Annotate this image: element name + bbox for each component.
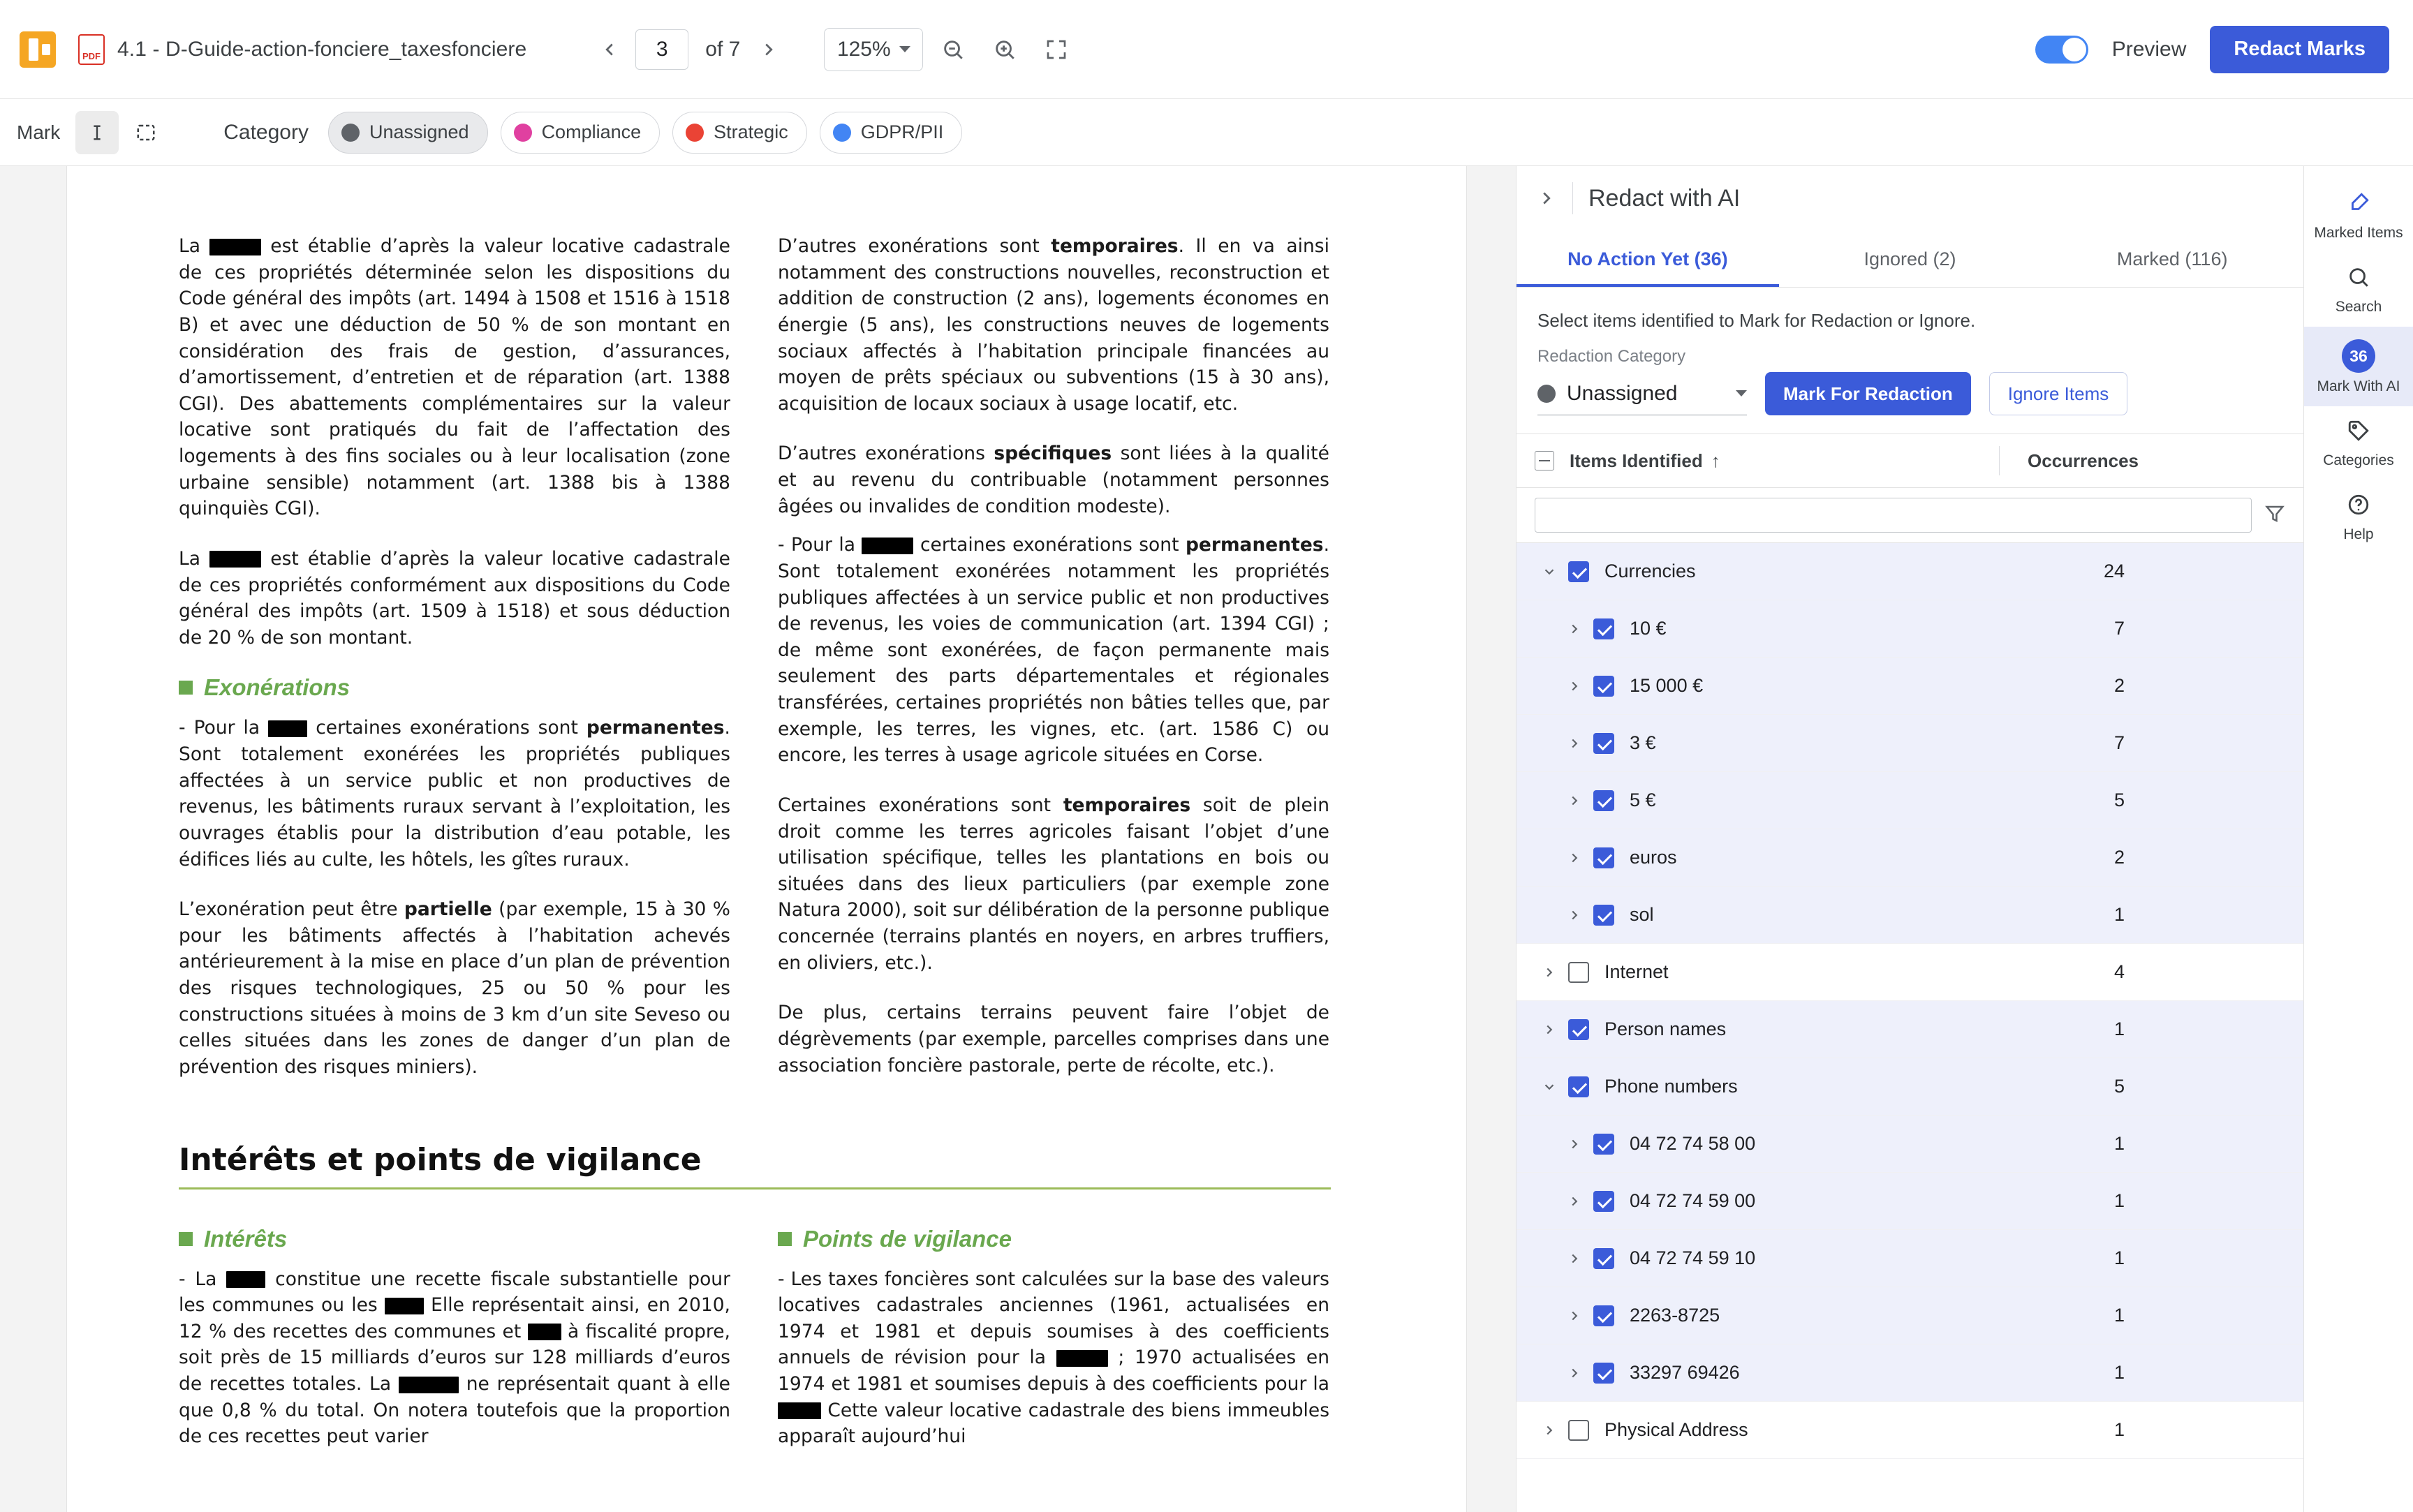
previous-page-button[interactable]: [593, 34, 626, 66]
text-run: Cette valeur locative cadastrale des biens immeubles apparaît aujourd’hui: [778, 1399, 1329, 1448]
rail-item-label: Help: [2343, 526, 2374, 542]
item-occurrences: 1: [2113, 1419, 2125, 1440]
item-label: Person names: [1604, 1018, 1727, 1039]
text-run: certaines exonérations sont: [316, 717, 578, 739]
chevron-right-icon[interactable]: [1536, 188, 1557, 209]
redaction-category-label: Redaction Category: [1537, 347, 1686, 366]
rail-item-marked-items[interactable]: [2304, 179, 2413, 253]
paragraph: [778, 792, 1329, 976]
rail-item-search[interactable]: [2304, 253, 2413, 327]
chevron-right-icon[interactable]: [1560, 793, 1589, 808]
chevron-right-icon[interactable]: [1560, 1365, 1589, 1381]
panel-hint-text: Select items identified to Mark for Redaction or Ignore.: [1537, 310, 1976, 331]
redaction-box[interactable]: [209, 551, 261, 568]
redaction-category-select[interactable]: [1537, 372, 1747, 415]
redaction-box[interactable]: [778, 1402, 821, 1419]
row-checkbox[interactable]: [1593, 790, 1614, 811]
section-heading-interets: [179, 1226, 730, 1252]
top-toolbar: [0, 0, 2413, 99]
redaction-box[interactable]: [1056, 1350, 1108, 1367]
item-label: Internet: [1604, 961, 1669, 982]
chevron-down-icon: [1736, 390, 1747, 396]
zoom-level-value: 125%: [836, 37, 891, 61]
text-run: - La: [179, 1268, 217, 1290]
marker-pen-icon: [2347, 191, 2370, 219]
page-total-label: of 7: [705, 37, 741, 61]
chevron-right-icon[interactable]: [1560, 850, 1589, 866]
chevron-right-icon[interactable]: [1560, 1136, 1589, 1152]
preview-toggle[interactable]: [2035, 36, 2088, 64]
redaction-box[interactable]: [226, 1271, 265, 1288]
item-label: Phone numbers: [1604, 1076, 1738, 1097]
redaction-box[interactable]: [268, 720, 307, 737]
main-area: [0, 166, 2413, 1512]
item-occurrences: 5: [2113, 790, 2125, 810]
item-label: Physical Address: [1604, 1419, 1748, 1440]
heading-text: Points de vigilance: [803, 1225, 1012, 1252]
search-icon: [2347, 265, 2370, 293]
tab-no-action-yet[interactable]: No Action Yet (36): [1517, 230, 1779, 287]
redaction-box[interactable]: [528, 1324, 561, 1340]
text-run: (par exemple, 15 à 30 % pour les bâtiments affectés à l’habitation achevés antérieurement à la mise en place d’un plan de prévention des risques technologiques, 25 ou 50 % pour les constructions situées à moins de 3 km d’un site Seveso ou celles situées dans les zones de danger d’un plan de prévention des risques miniers).: [179, 898, 730, 1078]
list-item[interactable]: [1517, 1402, 2303, 1459]
text-run: La: [179, 547, 201, 570]
list-item[interactable]: [1517, 600, 2303, 658]
pdf-viewer[interactable]: [0, 166, 1517, 1512]
items-grid-header: [1517, 433, 2303, 488]
paragraph: [778, 1266, 1329, 1450]
heading-text: Intérêts: [204, 1225, 288, 1252]
divider: [1999, 446, 2000, 475]
text-run: soit de plein droit comme les terres agricoles faisant l’objet d’une utilisation spécifique, telles les plantations en bois ou situées dans des lieux particuliers (par exemple zone Natura 2000), soit sur délibération de la personne publique concernée (terrains plantés en noyers, en arbres truffiers, en oliviers, etc.).: [778, 794, 1330, 974]
section-heading-points-de-vigilance: [778, 1226, 1329, 1252]
page-number-input[interactable]: [635, 29, 688, 70]
text-run: - Pour la: [179, 717, 260, 739]
text-run: La: [179, 235, 201, 257]
redaction-box[interactable]: [862, 538, 913, 554]
row-checkbox[interactable]: [1568, 1420, 1589, 1441]
document-column-right: [778, 233, 1329, 1104]
category-chip-compliance[interactable]: [501, 112, 661, 154]
rail-item-label: Categories: [2323, 452, 2394, 468]
item-occurrences: 4: [2113, 961, 2125, 982]
column-header-items-identified[interactable]: Items Identified: [1570, 450, 1703, 471]
bullet-square-icon: [778, 1232, 792, 1246]
paragraph: De plus, certains terrains peuvent faire l’objet de dégrèvements (par exemple, parcelles comprises dans une association foncière pastorale, perte de récolte, etc.).: [778, 1002, 1329, 1076]
row-checkbox[interactable]: [1568, 962, 1589, 983]
text-run: ; 1970 actualisées en 1974 et 1981 et soumises depuis à des coefficients pour la: [778, 1347, 1329, 1395]
item-occurrences: 1: [2113, 1247, 2125, 1268]
mark-label: Mark: [17, 121, 61, 143]
item-occurrences: 1: [2113, 1018, 2125, 1039]
text-run: sont liées à la qualité et au revenu du contribuable (notamment personnes âgées ou invalides de condition modeste).: [778, 443, 1329, 517]
redact-with-ai-panel: [1517, 166, 2304, 1512]
paragraph: [179, 1266, 730, 1450]
list-item[interactable]: [1517, 1173, 2303, 1230]
redaction-box[interactable]: [385, 1298, 424, 1314]
paragraph: [179, 233, 730, 522]
category-chip-label: GDPR/PII: [860, 121, 944, 142]
list-item[interactable]: [1517, 1230, 2303, 1287]
text-run: à fiscalité propre, soit près de 15 milliards d’euros sur 128 milliards d’euros de recettes totales. La: [179, 1320, 730, 1395]
paragraph: [179, 546, 730, 651]
item-occurrences: 1: [2113, 1305, 2125, 1326]
text-run-bold: temporaires: [1051, 235, 1179, 257]
item-label: 10 €: [1630, 618, 1667, 639]
items-filter-input[interactable]: [1535, 498, 2252, 533]
list-item[interactable]: [1517, 715, 2303, 772]
text-run: - Les taxes foncières sont calculées sur la base des valeurs locatives cadastrales anciennes (1961, actualisées en 1974 et 1981 et depuis soumises à des coefficients annuels de révision pour la: [778, 1268, 1329, 1369]
category-color-dot: [514, 124, 532, 142]
item-label: 04 72 74 58 00: [1630, 1133, 1756, 1154]
category-chip-label: Compliance: [541, 121, 642, 142]
rail-item-categories[interactable]: [2304, 406, 2413, 480]
text-run-bold: permanentes: [586, 717, 725, 739]
chevron-right-icon[interactable]: [1560, 679, 1589, 694]
list-item[interactable]: [1517, 887, 2303, 944]
file-name: 4.1 - D-Guide-action-fonciere_taxesfonciere: [117, 37, 527, 61]
mark-for-redaction-button[interactable]: Mark For Redaction: [1765, 372, 1971, 415]
chevron-right-icon[interactable]: [1560, 1251, 1589, 1266]
bullet-square-icon: [179, 681, 193, 695]
item-occurrences: 2: [2113, 847, 2125, 868]
items-filter-row: [1517, 488, 2303, 543]
chevron-down-icon[interactable]: [1535, 1079, 1564, 1095]
list-item[interactable]: [1517, 1344, 2303, 1402]
item-occurrences: 1: [2113, 1190, 2125, 1211]
list-item[interactable]: [1517, 944, 2303, 1001]
item-label: sol: [1630, 904, 1654, 925]
right-rail: [2304, 166, 2413, 1512]
item-label: Currencies: [1604, 561, 1696, 581]
chevron-right-icon[interactable]: [1560, 1308, 1589, 1324]
text-run-bold: spécifiques: [994, 443, 1112, 465]
category-color-dot: [686, 124, 704, 142]
category-chip-label: Strategic: [714, 121, 788, 142]
item-label: 15 000 €: [1630, 675, 1704, 696]
list-item[interactable]: [1517, 829, 2303, 887]
section-heading-exonerations: [179, 674, 730, 701]
app-logo-icon: [20, 31, 56, 68]
text-run-bold: partielle: [404, 898, 492, 921]
row-checkbox[interactable]: [1593, 676, 1614, 697]
panel-tabs: [1517, 230, 2303, 288]
item-occurrences: 7: [2113, 618, 2125, 639]
tags-icon: [2347, 419, 2370, 447]
item-label: 5 €: [1630, 790, 1656, 810]
category-color-dot: [341, 124, 360, 142]
chevron-right-icon[interactable]: [1535, 1022, 1564, 1037]
paragraph: [778, 440, 1329, 519]
document-column-left-2: [179, 1213, 730, 1474]
row-checkbox[interactable]: [1593, 1134, 1614, 1155]
panel-title: Redact with AI: [1588, 184, 1741, 212]
paragraph: [778, 233, 1329, 417]
document-column-right-2: [778, 1213, 1329, 1474]
redact-marks-button[interactable]: Redact Marks: [2210, 26, 2389, 73]
category-chip-label: Unassigned: [369, 121, 469, 142]
redaction-box[interactable]: [209, 239, 261, 255]
ignore-items-button[interactable]: Ignore Items: [1989, 372, 2128, 415]
row-checkbox[interactable]: [1568, 561, 1589, 582]
list-item[interactable]: [1517, 1001, 2303, 1058]
pdf-file-icon: PDF: [78, 34, 105, 65]
item-label: 04 72 74 59 10: [1630, 1247, 1756, 1268]
chevron-down-icon: [899, 46, 910, 52]
zoom-in-icon[interactable]: [983, 28, 1026, 71]
list-item[interactable]: [1517, 658, 2303, 715]
ai-count-badge: 36: [2342, 339, 2375, 373]
text-run: - Pour la: [778, 534, 856, 556]
tab-ignored[interactable]: Ignored (2): [1864, 249, 1956, 269]
text-run: constitue une recette fiscale substantielle pour les communes ou les: [179, 1268, 730, 1317]
text-run: D’autres exonérations sont: [778, 235, 1040, 257]
item-label: 04 72 74 59 00: [1630, 1190, 1756, 1211]
row-checkbox[interactable]: [1593, 905, 1614, 926]
row-checkbox[interactable]: [1593, 847, 1614, 868]
pdf-page: [67, 166, 1466, 1512]
paragraph: [179, 715, 730, 873]
panel-actions-row: [1517, 366, 2303, 433]
column-header-occurrences[interactable]: Occurrences: [2028, 450, 2139, 471]
text-run: . Sont totalement exonérées les propriétés publiques affectées à un service public et non productives de revenus, les bâtiments ruraux servant à l’exploitation, les ouvrages établis pour la distribution d’eau potable, les édifices liés au culte, les hôtels, les gîtes ruraux.: [179, 717, 730, 870]
heading-divider: [179, 1187, 1331, 1189]
row-checkbox[interactable]: [1593, 1305, 1614, 1326]
tab-marked[interactable]: Marked (116): [2116, 249, 2228, 269]
item-label: euros: [1630, 847, 1677, 868]
text-run: L’exonération peut être: [179, 898, 398, 921]
rail-item-label: Search: [2335, 299, 2382, 315]
item-occurrences: 7: [2113, 732, 2125, 753]
zoom-out-icon[interactable]: [931, 28, 975, 71]
heading-text: Exonérations: [204, 674, 350, 701]
text-run-bold: permanentes: [1185, 534, 1324, 556]
chevron-right-icon[interactable]: [1560, 736, 1589, 751]
category-chip-strategic[interactable]: [672, 112, 807, 154]
text-run: . Il en va ainsi notamment des constructions nouvelles, reconstruction et addition de construction (2 ans), logements économes en énergie (5 ans), les constructions neuves de logements sociaux affectés à l’habitation principale financées au moyen de prêts spéciaux ou subventions (15 à 30 ans), acquisition de locaux sociaux à usage locatif, etc.: [778, 235, 1329, 415]
rail-item-label: Marked Items: [2314, 225, 2403, 241]
item-occurrences: 24: [2103, 561, 2125, 581]
document-column-left: [179, 233, 730, 1104]
bullet-square-icon: [179, 1232, 193, 1246]
help-circle-icon: [2347, 493, 2370, 521]
area-select-tool-button[interactable]: [124, 111, 168, 154]
next-page-button[interactable]: [753, 34, 785, 66]
funnel-filter-icon[interactable]: [2264, 503, 2285, 528]
redaction-category-value: Unassigned: [1567, 381, 1678, 405]
rail-item-label: Mark With AI: [2317, 378, 2400, 394]
document-main-heading: Intérêts et points de vigilance: [179, 1141, 702, 1178]
fit-to-screen-icon[interactable]: [1035, 28, 1078, 71]
item-occurrences: 5: [2113, 1076, 2125, 1097]
list-item[interactable]: [1517, 1116, 2303, 1173]
category-color-dot: [833, 124, 851, 142]
text-run: est établie d’après la valeur locative cadastrale de ces propriétés déterminée selon les dispositions du Code général des impôts (art. 1494 à 1508 et 1516 à 1518 B) et avec une déduction de 50 % de son montant en considération des frais de gestion, d’assurances, d’amortissement, d’entretien et de réparation (art. 1388 CGI). Des abattements complémentaires sur la valeur locative sont pratiqués du fait de l’affectation des logements à des fins sociales ou à leur localisation (zone urbaine sensible) notamment (art. 1388 bis à 1388 quinquiès CGI).: [179, 235, 730, 520]
row-checkbox[interactable]: [1593, 1363, 1614, 1384]
text-run: est établie d’après la valeur locative cadastrale de ces propriétés conformément aux dispositions du Code général des impôts (art. 1509 à 1518) et sous déduction de 20 % de son montant.: [179, 547, 730, 648]
chevron-right-icon[interactable]: [1560, 1194, 1589, 1209]
row-checkbox[interactable]: [1593, 1191, 1614, 1212]
chevron-right-icon[interactable]: [1560, 621, 1589, 637]
category-chip-gdpr-pii[interactable]: [820, 112, 963, 154]
text-run: ne représentait quant à elle que 0,8 % du total. On notera toutefois que la proportion de ces recettes peut varier: [179, 1373, 730, 1448]
list-item[interactable]: [1517, 543, 2303, 600]
row-checkbox[interactable]: [1593, 1248, 1614, 1269]
chevron-right-icon[interactable]: [1560, 907, 1589, 923]
item-label: 2263-8725: [1630, 1305, 1720, 1326]
item-label: 33297 69426: [1630, 1362, 1740, 1383]
app-logo[interactable]: [0, 0, 75, 99]
text-run: certaines exonérations sont: [920, 534, 1179, 556]
divider: [1572, 182, 1573, 214]
item-occurrences: 2: [2113, 675, 2125, 696]
rail-item-help[interactable]: [2304, 480, 2413, 554]
category-color-dot: [1537, 385, 1556, 403]
panel-header: [1517, 166, 2303, 230]
list-item[interactable]: [1517, 772, 2303, 829]
chevron-down-icon[interactable]: [1535, 564, 1564, 579]
sort-ascending-icon[interactable]: ↑: [1711, 450, 1720, 471]
text-run-bold: temporaires: [1063, 794, 1191, 816]
text-run: Certaines exonérations sont: [778, 794, 1051, 816]
zoom-level-select[interactable]: [824, 28, 923, 71]
row-checkbox[interactable]: [1568, 1076, 1589, 1097]
redaction-box[interactable]: [399, 1377, 459, 1393]
file-info: [78, 34, 526, 65]
row-checkbox[interactable]: [1593, 733, 1614, 754]
text-select-tool-button[interactable]: [75, 111, 119, 154]
category-chip-unassigned[interactable]: [328, 112, 488, 154]
rail-item-mark-with-ai[interactable]: [2304, 327, 2413, 406]
item-occurrences: 1: [2113, 1133, 2125, 1154]
paragraph: [778, 532, 1329, 769]
chevron-right-icon[interactable]: [1535, 965, 1564, 980]
row-checkbox[interactable]: [1593, 618, 1614, 639]
text-run: D’autres exonérations: [778, 443, 985, 465]
topbar-right-actions: [2035, 26, 2389, 73]
collapse-all-icon[interactable]: [1535, 451, 1554, 470]
chevron-right-icon[interactable]: [1535, 1423, 1564, 1438]
toggle-knob: [2063, 38, 2086, 61]
item-label: 3 €: [1630, 732, 1656, 753]
mark-toolbar: [0, 99, 2413, 166]
text-run: . Sont totalement exonérées notamment les propriétés publiques affectées à un service public et non productives de revenus, les voies de communication (art. 1394 CGI) ; de même sont exonérées, de façon permanente mais seulement des parts départementales et régionales transférées, certaines propriétés non bâties telles que, par exemple, les terres, les vignes, etc. (art. 1586 C) ou encore, les terres à usage agricole situées en Corse.: [778, 534, 1329, 766]
category-label: Category: [223, 120, 309, 144]
item-occurrences: 1: [2113, 1362, 2125, 1383]
text-run: Elle représentait ainsi, en 2010, 12 % des recettes des communes et: [179, 1294, 730, 1342]
item-occurrences: 1: [2113, 904, 2125, 925]
paragraph: [179, 896, 730, 1080]
row-checkbox[interactable]: [1568, 1019, 1589, 1040]
preview-label: Preview: [2111, 37, 2187, 61]
items-identified-list[interactable]: [1517, 543, 2303, 1512]
page-navigation: [593, 29, 785, 70]
list-item[interactable]: [1517, 1058, 2303, 1116]
list-item[interactable]: [1517, 1287, 2303, 1344]
